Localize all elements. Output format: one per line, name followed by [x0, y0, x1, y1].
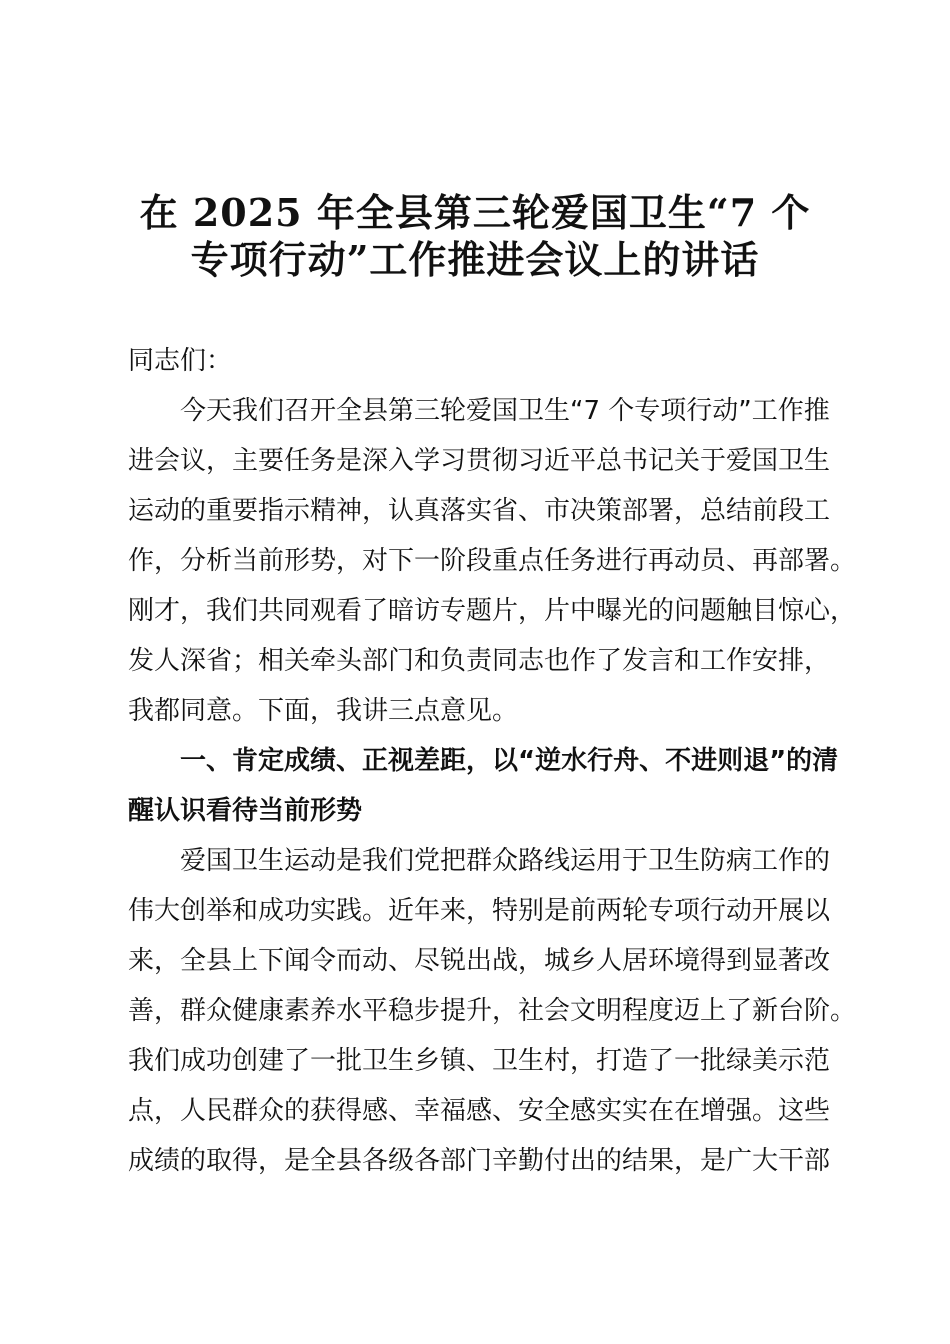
paragraph-1-line-3: 运动的重要指示精神，认真落实省、市决策部署，总结前段工 — [128, 496, 831, 526]
document-title-line-1: 在 2025 年全县第三轮爱国卫生“7 个 — [139, 190, 811, 235]
paragraph-1-line-1: 今天我们召开全县第三轮爱国卫生“7 个专项行动”工作推 — [180, 396, 830, 426]
document-body — [128, 336, 858, 1186]
document-title-line-2: 专项行动”工作推进会议上的讲话 — [190, 237, 760, 282]
paragraph-1-line-2: 进会议，主要任务是深入学习贯彻习近平总书记关于爱国卫生 — [128, 446, 831, 476]
section-heading-1-line-1: 一、肯定成绩、正视差距，以“逆水行舟、不进则退”的清 — [180, 746, 839, 776]
salutation: 同志们： — [128, 346, 233, 376]
paragraph-2-line-5: 我们成功创建了一批卫生乡镇、卫生村，打造了一批绿美示范 — [128, 1046, 831, 1076]
paragraph-2-line-1: 爱国卫生运动是我们党把群众路线运用于卫生防病工作的 — [180, 846, 831, 876]
section-heading-1-line-2: 醒认识看待当前形势 — [128, 796, 363, 826]
paragraph-1-line-5: 刚才，我们共同观看了暗访专题片，片中曝光的问题触目惊心， — [128, 596, 857, 626]
paragraph-2-line-6: 点，人民群众的获得感、幸福感、安全感实实在在增强。这些 — [128, 1096, 831, 1126]
paragraph-1-line-6: 发人深省；相关牵头部门和负责同志也作了发言和工作安排， — [128, 646, 831, 676]
paragraph-2-line-4: 善，群众健康素养水平稳步提升，社会文明程度迈上了新台阶。 — [128, 996, 857, 1026]
paragraph-1-line-7: 我都同意。下面，我讲三点意见。 — [128, 696, 519, 726]
paragraph-2-line-7: 成绩的取得，是全县各级各部门辛勤付出的结果，是广大干部 — [128, 1146, 831, 1176]
paragraph-1-line-4: 作，分析当前形势，对下一阶段重点任务进行再动员、再部署。 — [128, 546, 857, 576]
paragraph-2-line-3: 来，全县上下闻令而动、尽锐出战，城乡人居环境得到显著改 — [128, 946, 831, 976]
paragraph-2-line-2: 伟大创举和成功实践。近年来，特别是前两轮专项行动开展以 — [128, 896, 831, 926]
